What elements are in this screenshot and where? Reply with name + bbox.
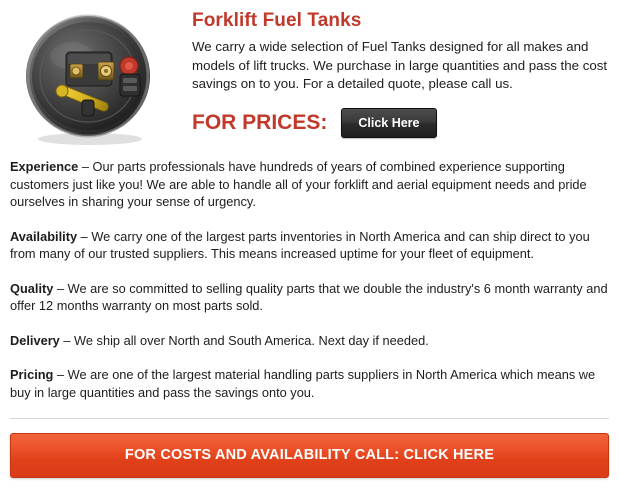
feature-text: – We ship all over North and South America. Next day if needed. [59, 332, 429, 348]
feature-text: – We are so committed to selling quality parts that we double the industry's 6 month warranty and offer 12 months warranty on most parts sold. [10, 280, 608, 313]
feature-term: Quality [10, 280, 54, 296]
feature-item-quality [10, 280, 609, 315]
feature-term: Pricing [10, 367, 54, 382]
page-title: Forklift Fuel Tanks [192, 10, 362, 31]
feature-text: – Our parts professionals have hundreds of years of combined experience supporting customers just like you! We are able to handle all of your forklift and aerial equipment needs and pride ourselves in sharing your sense of urgency. [10, 159, 587, 209]
feature-item-availability [10, 228, 609, 263]
for-prices-label: FOR PRICES: [192, 110, 328, 134]
feature-item-experience [10, 158, 609, 211]
features-list [0, 148, 619, 401]
click-here-button[interactable]: Click Here [341, 108, 436, 138]
feature-term: Availability [10, 228, 78, 244]
feature-text: – We are one of the largest material handling parts suppliers in North America which means we buy in large quantities and pass the savings onto you. [10, 367, 596, 400]
intro-text-block [178, 8, 609, 138]
feature-term: Experience [10, 159, 79, 174]
costs-availability-cta-button[interactable]: FOR COSTS AND AVAILABILITY CALL: CLICK HERE [10, 433, 609, 478]
intro-paragraph: We carry a wide selection of Fuel Tanks designed for all makes and models of lift trucks. We purchase in large quantities and pass the cost savings on to you. For a detailed quote, please call us. [192, 39, 608, 91]
section-divider [10, 418, 609, 419]
feature-term: Delivery [10, 332, 60, 348]
top-section [0, 0, 619, 148]
feature-text: – We carry one of the largest parts inventories in North America and can ship direct to you from many of our trusted suppliers. This means increased uptime for your fleet of equipment. [10, 228, 590, 261]
product-image [10, 8, 178, 148]
forklift-fuel-tank-illustration [10, 8, 178, 148]
cta-container [0, 433, 619, 478]
feature-item-delivery [10, 332, 609, 350]
feature-item-pricing [10, 366, 609, 401]
prices-row [192, 108, 609, 138]
